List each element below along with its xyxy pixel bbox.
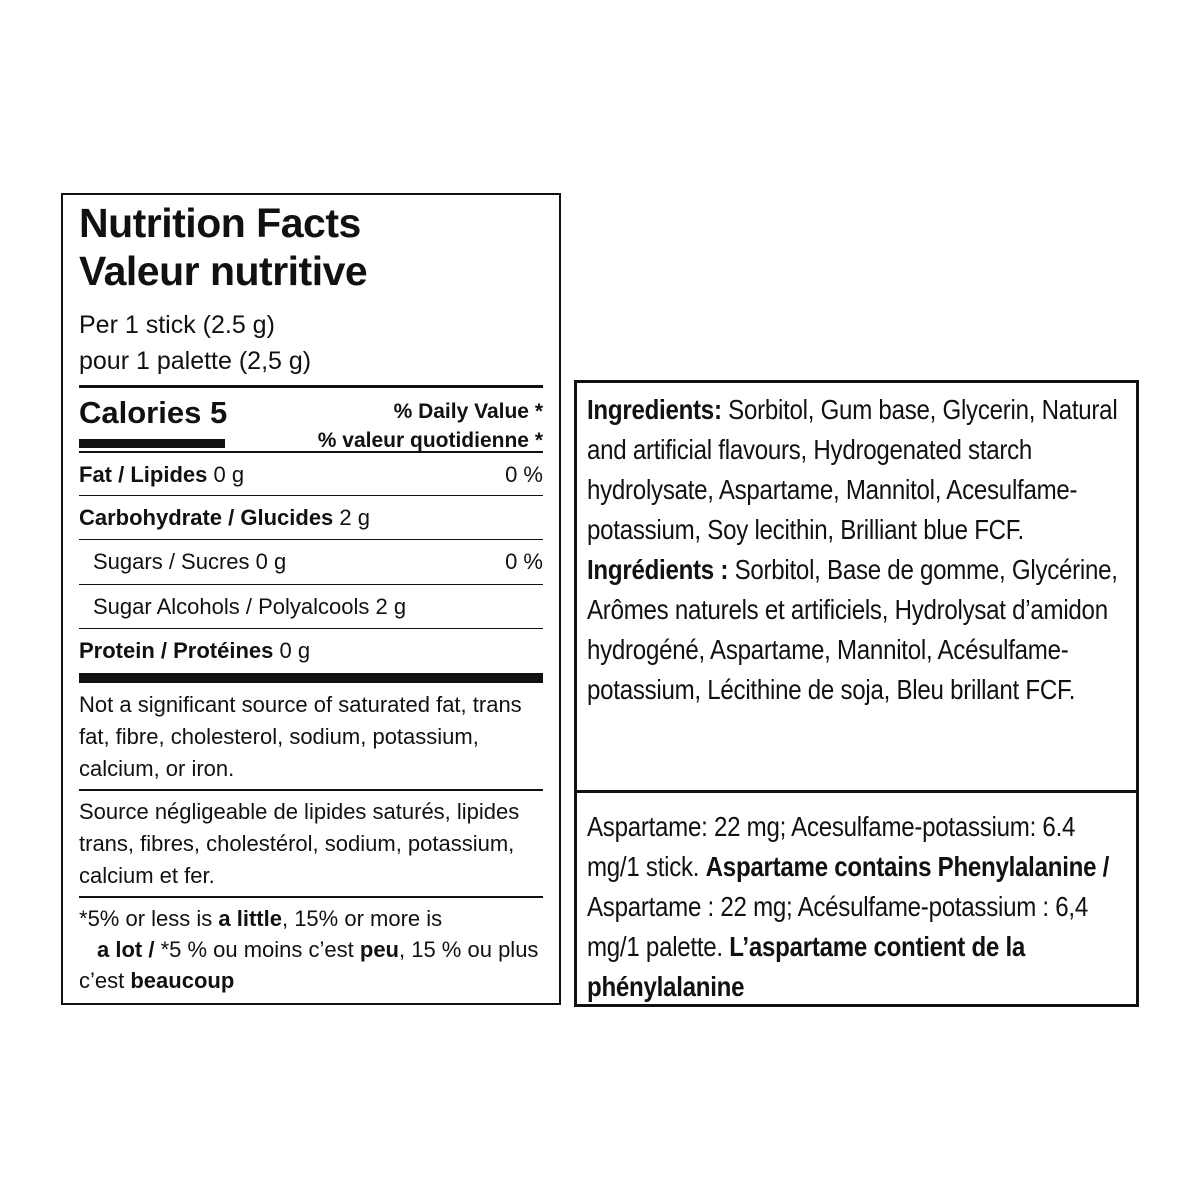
thick-divider [79,673,543,683]
ingredients-text: Sorbitol, Gum base, Glycerin, Natural and artificial flavours, Hydrogenated starch hydrolysate, Aspartame, Mannitol, Acesulfame-potassium, Soy lecithin, Brilliant blue FCF. [587,394,1118,545]
daily-value-english: % Daily Value * [393,400,543,423]
nutrition-title [79,199,367,295]
footnote-bold: a little [218,906,282,931]
note-english: Not a significant source of saturated fat, trans fat, fibre, cholesterol, sodium, potassium, calcium, or iron. [79,692,522,781]
title-english: Nutrition Facts [79,200,361,246]
serving-french: pour 1 palette (2,5 g) [79,347,312,375]
sweetener-warning [577,793,1136,1004]
nutrient-label: Fat / Lipides [79,462,208,487]
note-french: Source négligeable de lipides saturés, lipides trans, fibres, cholestérol, sodium, potassium, calcium et fer. [79,799,520,888]
divider [79,385,543,388]
ingredients-label: Ingrédients : [587,554,729,585]
footnote-bold: peu [359,937,399,962]
serving-english: Per 1 stick (2.5 g) [79,311,275,339]
nutrient-amount: 0 g [279,638,311,663]
nutrient-label: Protein / Protéines [79,638,274,663]
ingredients-list [577,383,1136,793]
nutrient-row-sugar-alcohols [79,584,543,628]
nutrient-label: Sugars / Sucres 0 g [93,549,287,574]
nutrient-label: Sugar Alcohols / Polyalcools 2 g [93,594,407,619]
nutrition-facts-table [61,193,561,1005]
calories-value: Calories 5 [79,395,228,430]
nutrient-row-sugars [79,539,543,583]
divider [79,896,543,898]
ingredients-label: Ingredients: [587,394,722,425]
calories-underline [79,439,225,448]
nutrient-percent: 0 % [505,549,543,574]
daily-value-french: % valeur quotidienne * [317,429,543,452]
divider [79,789,543,791]
nutrient-row-carbohydrate [79,495,543,539]
nutrient-row-fat [79,451,543,495]
daily-value-header [318,397,543,455]
footnote-text: , 15 % ou plus c’est [79,937,539,993]
warning-bold: L’aspartame contient de la phénylalanine [587,931,1026,1002]
footnote-bold: a lot / [97,937,161,962]
ingredients-box [574,380,1139,1007]
footnote-bold: beaucoup [130,968,235,993]
nutrient-label: Carbohydrate / Glucides [79,505,334,530]
ingredients-text: Sorbitol, Base de gomme, Glycérine, Arômes naturels et artificiels, Hydrolysat d’amidon hydrogéné, Aspartame, Mannitol, Acésulfame-potassium, Lécithine de soja, Bleu brillant FCF. [587,554,1118,705]
ingredients-french [587,550,1131,710]
warning-text [587,807,1131,1007]
nutrient-percent: 0 % [505,462,543,487]
warning-plain: Aspartame: 22 mg; Acesulfame-potassium: 6.4 mg/1 stick. [587,811,1076,882]
ingredients-english [587,390,1131,550]
footnote-text: 5% or less is [87,906,219,931]
footnote [79,903,543,996]
footnote-star: * [79,906,88,931]
nutrient-amount: 0 g [213,462,245,487]
calories-row [79,393,543,459]
footnote-text: , 15% or more is [281,906,443,931]
nutrient-row-protein [79,628,543,672]
warning-plain: Aspartame : 22 mg; Acésulfame-potassium : 6,4 mg/1 palette. [587,891,1089,962]
serving-size [79,307,311,379]
footnote-text: *5 % ou moins c’est [160,937,360,962]
title-french: Valeur nutritive [79,248,368,294]
nutrient-amount: 2 g [339,505,371,530]
warning-bold: Aspartame contains Phenylalanine / [705,851,1110,882]
